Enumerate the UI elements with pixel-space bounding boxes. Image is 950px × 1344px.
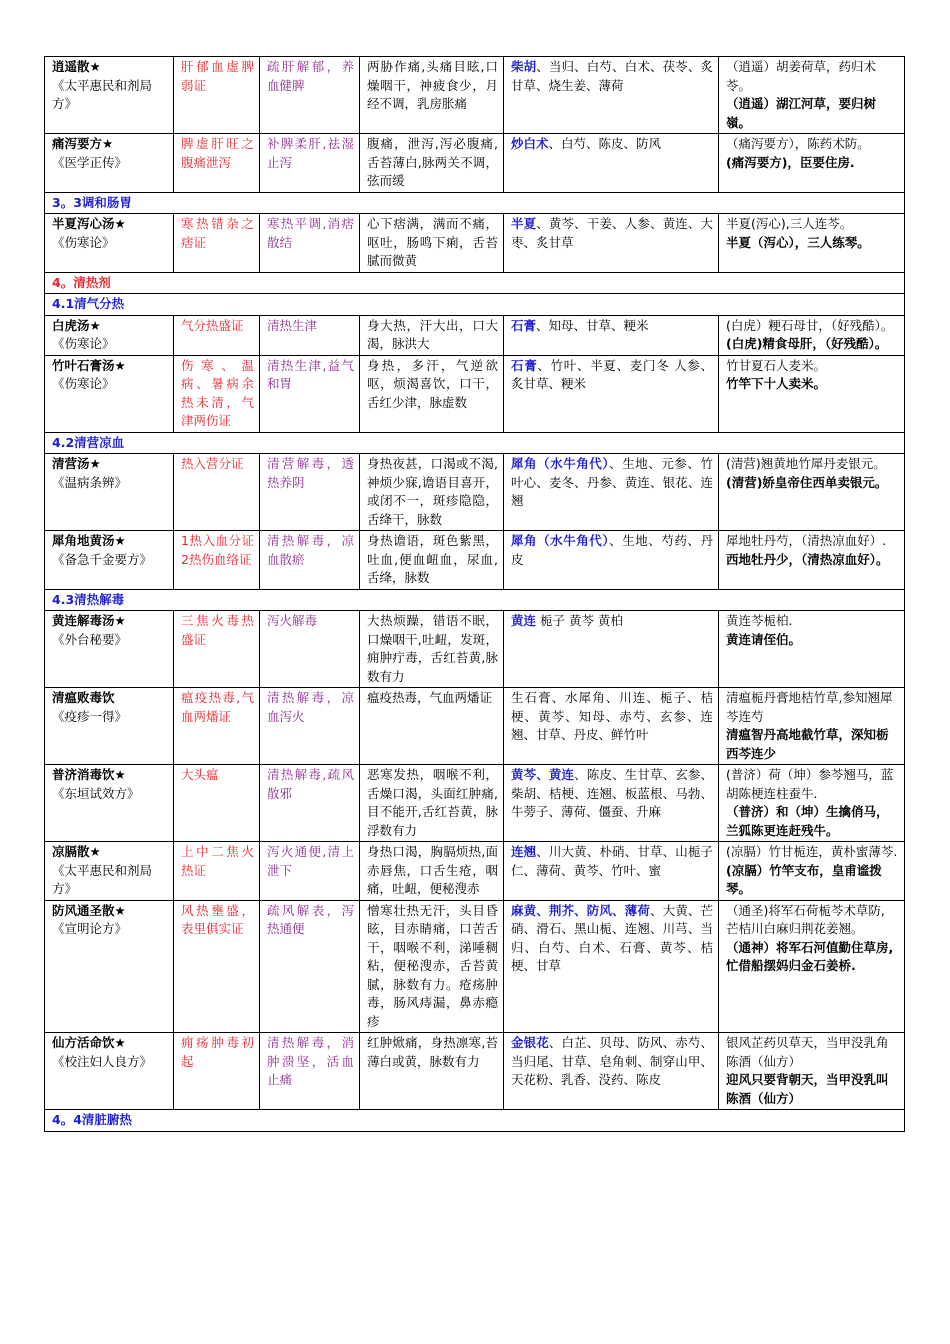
herbs-key: 石膏 <box>511 317 537 333</box>
section-heading: 4.1清气分热 <box>45 294 905 316</box>
mnemonic-cell <box>719 611 905 688</box>
symptoms-cell: 大热烦躁，错语不眠，口燥咽干,吐衄，发斑，痈肿疔毒，舌红苔黄,脉数有力 <box>360 611 504 688</box>
mnemonic-bold: (痛泻要方)，臣要住房. <box>726 154 855 170</box>
mnemonic-plain: 半夏(泻心),三人连芩。 <box>726 216 853 231</box>
formula-name: 痛泻要方★ <box>52 136 114 151</box>
herbs-key: 黄连 <box>511 613 537 628</box>
formula-name: 仙方活命饮★ <box>52 1035 126 1050</box>
herbs-cell <box>504 315 719 355</box>
symptoms-cell: 身热口渴，胸膈烦热,面赤唇焦，口舌生疮，咽痛，吐衄，便秘溲赤 <box>360 842 504 901</box>
herbs-rest: 生石膏、水犀角、川连、栀子、桔梗、黄芩、知母、赤芍、玄参、连翘、甘草、丹皮、鲜竹叶 <box>511 690 713 742</box>
syndrome-cell: 寒热错杂之痞证 <box>174 214 260 273</box>
function-cell: 清热解毒，消肿溃坚，活血止痛 <box>260 1033 360 1110</box>
mnemonic-cell <box>719 57 905 134</box>
herbs-rest: 、大黄、芒硝、滑石、黑山栀、连翘、川芎、当归、白芍、白术、石膏、黄芩、桔梗、甘草 <box>511 902 713 973</box>
formula-name-cell <box>45 355 174 432</box>
herbs-key: 半夏 <box>511 216 537 231</box>
herbs-cell <box>504 688 719 765</box>
formula-source: 《太平惠民和剂局方》 <box>52 862 153 896</box>
syndrome-cell: 热入营分证 <box>174 454 260 531</box>
symptoms-cell: 两胁作痛,头痛目眩,口燥咽干，神疲食少，月经不调，乳房胀痛 <box>360 57 504 134</box>
herbs-cell <box>504 611 719 688</box>
table-row <box>45 454 905 531</box>
herbs-key: 犀角（水牛角代） <box>511 533 610 548</box>
formula-name-cell <box>45 57 174 134</box>
formula-source: 《外台秘要》 <box>52 631 128 647</box>
formula-name: 犀角地黄汤★ <box>52 533 126 548</box>
syndrome-cell: 痈疡肿毒初起 <box>174 1033 260 1110</box>
function-cell: 清营解毒，透热养阴 <box>260 454 360 531</box>
symptoms-cell: 瘟疫热毒，气血两燔证 <box>360 688 504 765</box>
mnemonic-bold: 半夏（泻心），三人练琴。 <box>726 234 870 250</box>
formula-name: 竹叶石膏汤★ <box>52 357 126 373</box>
formula-source: 《校注妇人良方》 <box>52 1053 153 1069</box>
function-cell: 寒热平调,消痞散结 <box>260 214 360 273</box>
herbs-key: 金银花 <box>511 1035 549 1050</box>
function-cell: 泻火解毒 <box>260 611 360 688</box>
formula-name-cell <box>45 454 174 531</box>
function-cell: 清热解毒，凉血散瘀 <box>260 531 360 590</box>
mnemonic-cell <box>719 1033 905 1110</box>
mnemonic-plain: 竹甘夏石人麦米。 <box>726 357 827 373</box>
mnemonic-cell <box>719 355 905 432</box>
section-heading-row <box>45 1110 905 1132</box>
herbs-rest: 、白芍、陈皮、防风 <box>548 136 662 151</box>
herbs-key: 犀角（水牛角代） <box>511 456 610 471</box>
mnemonic-cell <box>719 688 905 765</box>
mnemonic-cell <box>719 765 905 842</box>
table-row <box>45 765 905 842</box>
mnemonic-plain: （通圣)将军石荷栀芩术草防, <box>726 902 885 918</box>
section-heading: 3。3调和肠胃 <box>45 192 905 214</box>
formula-name-cell <box>45 611 174 688</box>
herbs-cell <box>504 765 719 842</box>
herbs-key: 麻黄、荆芥、防风、薄荷 <box>511 902 650 918</box>
function-cell: 清热解毒，凉血泻火 <box>260 688 360 765</box>
formula-name-cell <box>45 688 174 765</box>
formula-table-page <box>44 56 904 1132</box>
herbs-cell <box>504 57 719 134</box>
mnemonic-bold: (凉膈）竹竿支布，皇甫谧拨琴。 <box>726 862 882 896</box>
herbs-rest: 、陈皮、生甘草、玄参、柴胡、桔梗、连翘、板蓝根、马勃、牛蒡子、薄荷、僵蚕、升麻 <box>511 767 713 819</box>
mnemonic-cell <box>719 900 905 1033</box>
table-row <box>45 315 905 355</box>
mnemonic-plain: (普济）荷（坤）参芩翘马，蓝胡陈梗连柱蚕牛. <box>726 767 894 801</box>
section-heading-row <box>45 432 905 454</box>
mnemonic-bold: (白虎)精食母肝，（好残酷）。 <box>726 336 888 351</box>
function-cell: 疏风解表，泻热通便 <box>260 900 360 1033</box>
function-cell: 清热生津,益气和胃 <box>260 355 360 432</box>
herbs-cell <box>504 900 719 1033</box>
section-heading: 4。4清脏腑热 <box>45 1110 905 1132</box>
formula-name-cell <box>45 765 174 842</box>
formula-source: 《温病条辨》 <box>52 474 128 490</box>
table-row <box>45 842 905 901</box>
mnemonic-cell <box>719 315 905 355</box>
syndrome-cell: 风热壅盛，表里俱实证 <box>174 900 260 1033</box>
herbs-cell <box>504 842 719 901</box>
mnemonic-bold: （通神）将军石河值勤住草房, <box>726 939 894 955</box>
herbs-rest: 、生地、元参、竹叶心、麦冬、丹参、黄连、银花、连翘 <box>511 456 713 508</box>
section-heading-row <box>45 589 905 611</box>
formula-name: 白虎汤★ <box>52 317 101 333</box>
syndrome-cell: 瘟疫热毒,气血两燔证 <box>174 688 260 765</box>
herbs-key: 炒白术 <box>511 136 549 151</box>
table-row <box>45 688 905 765</box>
function-cell: 清热解毒,疏风散邪 <box>260 765 360 842</box>
mnemonic-bold: 黄连请侄伯。 <box>726 631 802 647</box>
table-row <box>45 355 905 432</box>
function-cell: 疏肝解郁，养血健脾 <box>260 57 360 134</box>
syndrome-cell: 1热入血分证 2热伤血络证 <box>174 531 260 590</box>
symptoms-cell: 心下痞满，满而不痛，呕吐，肠鸣下痢，舌苔腻而微黄 <box>360 214 504 273</box>
syndrome-cell: 三焦火毒热盛证 <box>174 611 260 688</box>
mnemonic-plain: 清瘟栀丹膏地桔竹草,参知翘犀芩连芍 <box>726 690 893 724</box>
mnemonic-plain: 芒桔川白麻归荆花姜翘。 <box>726 921 864 936</box>
mnemonic-bold: 清瘟智丹高地截竹草，深知栃西芩连少 <box>726 727 889 761</box>
mnemonic-bold: 西地牡丹少，（清热凉血好）。 <box>726 551 889 567</box>
formula-name: 黄连解毒汤★ <box>52 613 126 628</box>
formula-name: 逍遥散★ <box>52 59 101 74</box>
mnemonic-plain: 银风芷药贝草天，当甲没乳角陈酒（仙方） <box>726 1035 889 1069</box>
mnemonic-bold: 忙借船摆妈归金石姜桥. <box>726 958 856 973</box>
mnemonic-plain: 黄连芩栀柏. <box>726 613 793 628</box>
formula-name-cell <box>45 214 174 273</box>
syndrome-cell: 脾虚肝旺之腹痛泄泻 <box>174 134 260 193</box>
herbs-cell <box>504 454 719 531</box>
formula-name: 凉膈散★ <box>52 844 101 859</box>
herbs-cell <box>504 531 719 590</box>
section-heading-row <box>45 272 905 294</box>
table-row <box>45 57 905 134</box>
mnemonic-cell <box>719 842 905 901</box>
symptoms-cell: 憎寒壮热无汗，头目昏眩，目赤睛痛，口苦舌干，咽喉不利，涕唾稠粘，便秘溲赤，舌苔黄腻，脉数有力。疮疡肿毒，肠风痔漏，鼻赤瘾疹 <box>360 900 504 1033</box>
herbs-rest: 、白芷、贝母、防风、赤芍、当归尾、甘草、皂角刺、制穿山甲、天花粉、乳香、没药、陈皮 <box>511 1035 713 1087</box>
formula-source: 《伤寒论》 <box>52 376 115 391</box>
herbs-cell <box>504 1033 719 1110</box>
table-row <box>45 531 905 590</box>
syndrome-cell: 肝郁血虚脾弱证 <box>174 57 260 134</box>
formula-table-body <box>45 57 905 1132</box>
table-row <box>45 214 905 273</box>
chapter-heading: 4。清热剂 <box>45 272 905 294</box>
herbs-cell <box>504 134 719 193</box>
formula-source: 《备急千金要方》 <box>52 551 153 567</box>
herbs-rest: 栀子 黄芩 黄柏 <box>536 613 623 628</box>
herbs-key: 石膏 <box>511 357 538 373</box>
formula-name-cell <box>45 1033 174 1110</box>
symptoms-cell: 身热谵语，斑色紫黑，吐血,便血衄血，尿血,舌绛，脉数 <box>360 531 504 590</box>
mnemonic-plain: (凉膈）竹甘栀连，黄朴蜜薄芩. <box>726 844 898 859</box>
syndrome-cell: 大头瘟 <box>174 765 260 842</box>
mnemonic-cell <box>719 134 905 193</box>
mnemonic-plain: （痛泻要方），陈药术防。 <box>726 136 870 151</box>
mnemonic-bold: （普济）和（坤）生擒俏马，兰狐陈更连赶残牛。 <box>726 804 889 838</box>
section-heading-row <box>45 192 905 214</box>
table-row <box>45 900 905 1033</box>
herbs-rest: 、当归、白芍、白术、茯苓、炙甘草、烧生姜、薄荷 <box>511 59 713 93</box>
formula-name: 普济消毒饮★ <box>52 767 126 782</box>
formula-source: 《太平惠民和剂局方》 <box>52 77 153 111</box>
formula-source: 《东垣试效方》 <box>52 785 140 801</box>
section-heading-row <box>45 294 905 316</box>
syndrome-cell: 伤寒、温病、暑病余热未清，气津两伤证 <box>174 355 260 432</box>
herbs-cell <box>504 214 719 273</box>
formula-source: 《伤寒论》 <box>52 234 115 250</box>
formula-source: 《伤寒论》 <box>52 336 115 351</box>
mnemonic-cell <box>719 214 905 273</box>
mnemonic-cell <box>719 454 905 531</box>
function-cell: 清热生津 <box>260 315 360 355</box>
formula-source: 《疫疹一得》 <box>52 708 128 724</box>
mnemonic-plain: 犀地牡丹芍，（清热凉血好）. <box>726 533 887 548</box>
mnemonic-plain: (白虎）粳石母甘，（好残酷）。 <box>726 317 894 333</box>
symptoms-cell: 恶寒发热，咽喉不利，舌燥口渴，头面红肿痛,目不能开,舌红苔黄，脉浮数有力 <box>360 765 504 842</box>
formula-name: 清瘟败毒饮 <box>52 690 115 705</box>
mnemonic-plain: (清营)翘黄地竹犀丹麦银元。 <box>726 456 886 471</box>
function-cell: 泻火通便,清上泄下 <box>260 842 360 901</box>
formula-name: 防风通圣散★ <box>52 902 126 918</box>
formula-name-cell <box>45 900 174 1033</box>
formula-name-cell <box>45 842 174 901</box>
formula-name: 清营汤★ <box>52 456 101 471</box>
mnemonic-bold: 迎风只要背朝天，当甲没乳叫陈酒（仙方） <box>726 1072 889 1106</box>
herbs-rest: 、知母、甘草、粳米 <box>536 317 649 333</box>
formula-source: 《医学正传》 <box>52 154 128 170</box>
syndrome-cell: 上中二焦火热证 <box>174 842 260 901</box>
section-heading: 4.2清营凉血 <box>45 432 905 454</box>
formula-name-cell <box>45 134 174 193</box>
formula-name: 半夏泻心汤★ <box>52 216 126 231</box>
symptoms-cell: 红肿焮痛，身热凛寒,苔薄白或黄，脉数有力 <box>360 1033 504 1110</box>
herbs-rest: 、黄芩、干姜、人参、黄连、大枣、炙甘草 <box>511 216 713 250</box>
herbs-rest: 、生地、芍药、丹皮 <box>511 533 713 567</box>
function-cell: 补脾柔肝,祛湿止泻 <box>260 134 360 193</box>
table-row <box>45 611 905 688</box>
mnemonic-bold: (清营)娇皇帝住西单卖银元。 <box>726 474 888 490</box>
herbs-key: 柴胡 <box>511 59 537 74</box>
table-row <box>45 134 905 193</box>
section-heading: 4.3清热解毒 <box>45 589 905 611</box>
herbs-key: 连翘 <box>511 844 537 859</box>
mnemonic-bold: 竹竿下十人卖米。 <box>726 376 827 391</box>
mnemonic-cell <box>719 531 905 590</box>
mnemonic-bold: （逍遥）湖江河草，要归树嶺。 <box>726 96 877 130</box>
symptoms-cell: 腹痛，泄泻,泻必腹痛,舌苔薄白,脉两关不调，弦而缓 <box>360 134 504 193</box>
herbs-rest: 、川大黄、朴硝、甘草、山栀子仁、薄荷、黄芩、竹叶、蜜 <box>511 844 713 878</box>
mnemonic-plain: （逍遥）胡姜荷草，药归术苓。 <box>726 59 877 93</box>
formula-name-cell <box>45 315 174 355</box>
formula-name-cell <box>45 531 174 590</box>
herbs-key: 黄芩、黄连 <box>511 767 575 782</box>
table-row <box>45 1033 905 1110</box>
formula-source: 《宣明论方》 <box>52 921 128 936</box>
symptoms-cell: 身大热，汗大出，口大渴，脉洪大 <box>360 315 504 355</box>
formula-table <box>44 56 905 1132</box>
syndrome-cell: 气分热盛证 <box>174 315 260 355</box>
symptoms-cell: 身热，多汗，气逆欲呕，烦渴喜饮，口干，舌红少津，脉虚数 <box>360 355 504 432</box>
herbs-rest: 、竹叶、半夏、麦门冬 人参、炙甘草、粳米 <box>511 357 713 391</box>
herbs-cell <box>504 355 719 432</box>
symptoms-cell: 身热夜甚，口渴或不渴,神烦少寐,谵语目喜开，或闭不一，斑疹隐隐，舌绛干，脉数 <box>360 454 504 531</box>
